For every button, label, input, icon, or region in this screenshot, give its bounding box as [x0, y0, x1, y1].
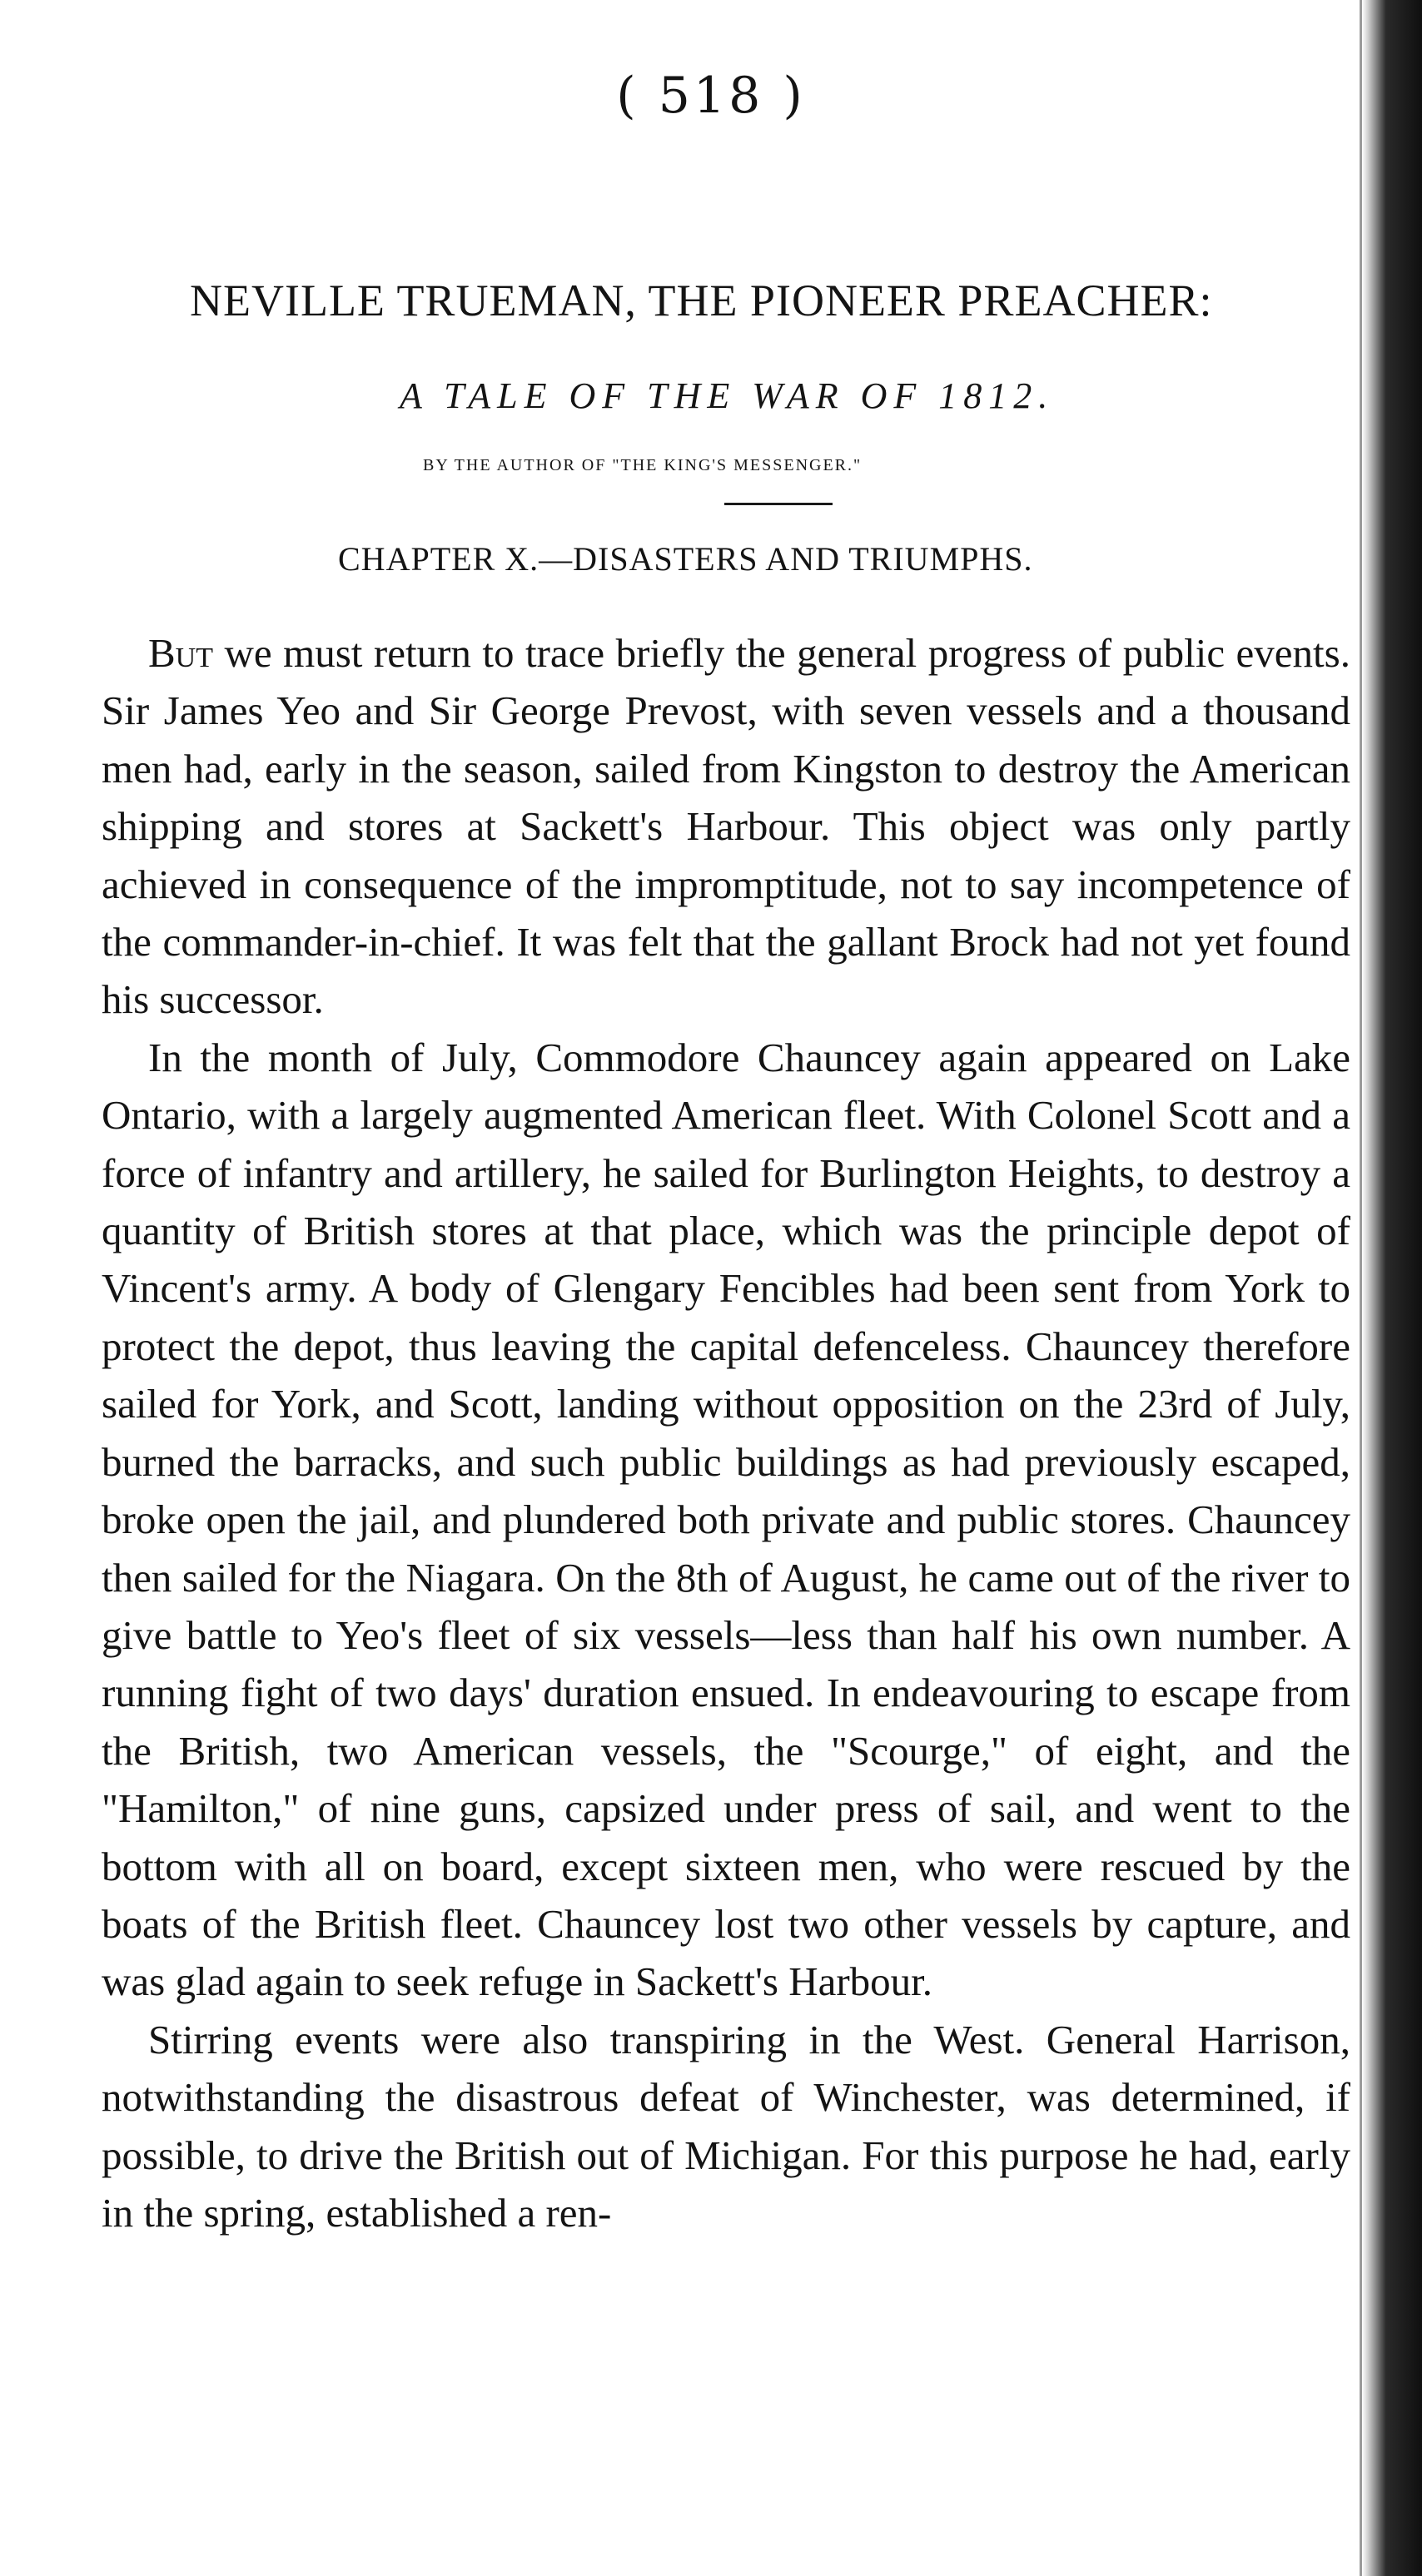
heading-divider: [724, 503, 833, 505]
paragraph-1: [102, 624, 1350, 1029]
binding-gutter: [1362, 0, 1422, 2576]
paragraph-text: we must return to trace briefly the general progress of public events. Sir James Yeo and Sir George Prevost, with seven vessels and a thousand men had, early in the season, sailed from Kingston to destroy the American shipping and stores at Sackett's Harbour. This object was only partly achieved in consequence of the impromptitude, not to say incompetence of the commander-in-chief. It was felt that the gallant Brock had not yet found his successor.: [102, 630, 1350, 1023]
paragraph-text: Stirring events were also transpiring in the West. General Harrison, notwithstanding the disastrous defeat of Winchester, was determined, if possible, to drive the British out of Michigan. For this purpose he had, early in the spring, established a ren-: [102, 2016, 1350, 2236]
story-subtitle: A TALE OF THE WAR OF 1812.: [400, 375, 1055, 416]
paragraph-text: In the month of July, Commodore Chauncey again appeared on Lake Ontario, with a largely augmented American fleet. With Colonel Scott and a force of infantry and artillery, he sailed for Burlington Heights, to destroy a quantity of British stores at that place, which was the principle depot of Vincent's army. A body of Glengary Fencibles had been sent from York to protect the depot, thus leaving the capital defenceless. Chauncey therefore sailed for York, and Scott, landing without opposition on the 23rd of July, burned the barracks, and such public buildings as had previously escaped, broke open the jail, and plundered both private and public stores. Chauncey then sailed for the Niagara. On the 8th of August, he came out of the river to give battle to Yeo's fleet of six vessels—less than half his own number. A running fight of two days' duration ensued. In endeavouring to escape from the British, two American vessels, the "Scourge," of eight, and the "Hamilton," of nine guns, capsized under press of sail, and went to the bottom with all on board, except sixteen men, who were rescued by the boats of the British fleet. Chauncey lost two other vessels by capture, and was glad again to seek refuge in Sackett's Harbour.: [102, 1034, 1350, 2005]
page-number: ( 518 ): [616, 67, 806, 125]
paragraph-lead-word: But: [148, 630, 214, 676]
paragraph-3: [102, 2011, 1350, 2242]
paragraph-2: [102, 1029, 1350, 2011]
chapter-title: CHAPTER X.—DISASTERS AND TRIUMPHS.: [338, 540, 1033, 578]
story-title: NEVILLE TRUEMAN, THE PIONEER PREACHER:: [190, 275, 1213, 325]
author-byline: BY THE AUTHOR OF "THE KING'S MESSENGER.": [423, 456, 863, 474]
body-text: [102, 624, 1350, 2241]
